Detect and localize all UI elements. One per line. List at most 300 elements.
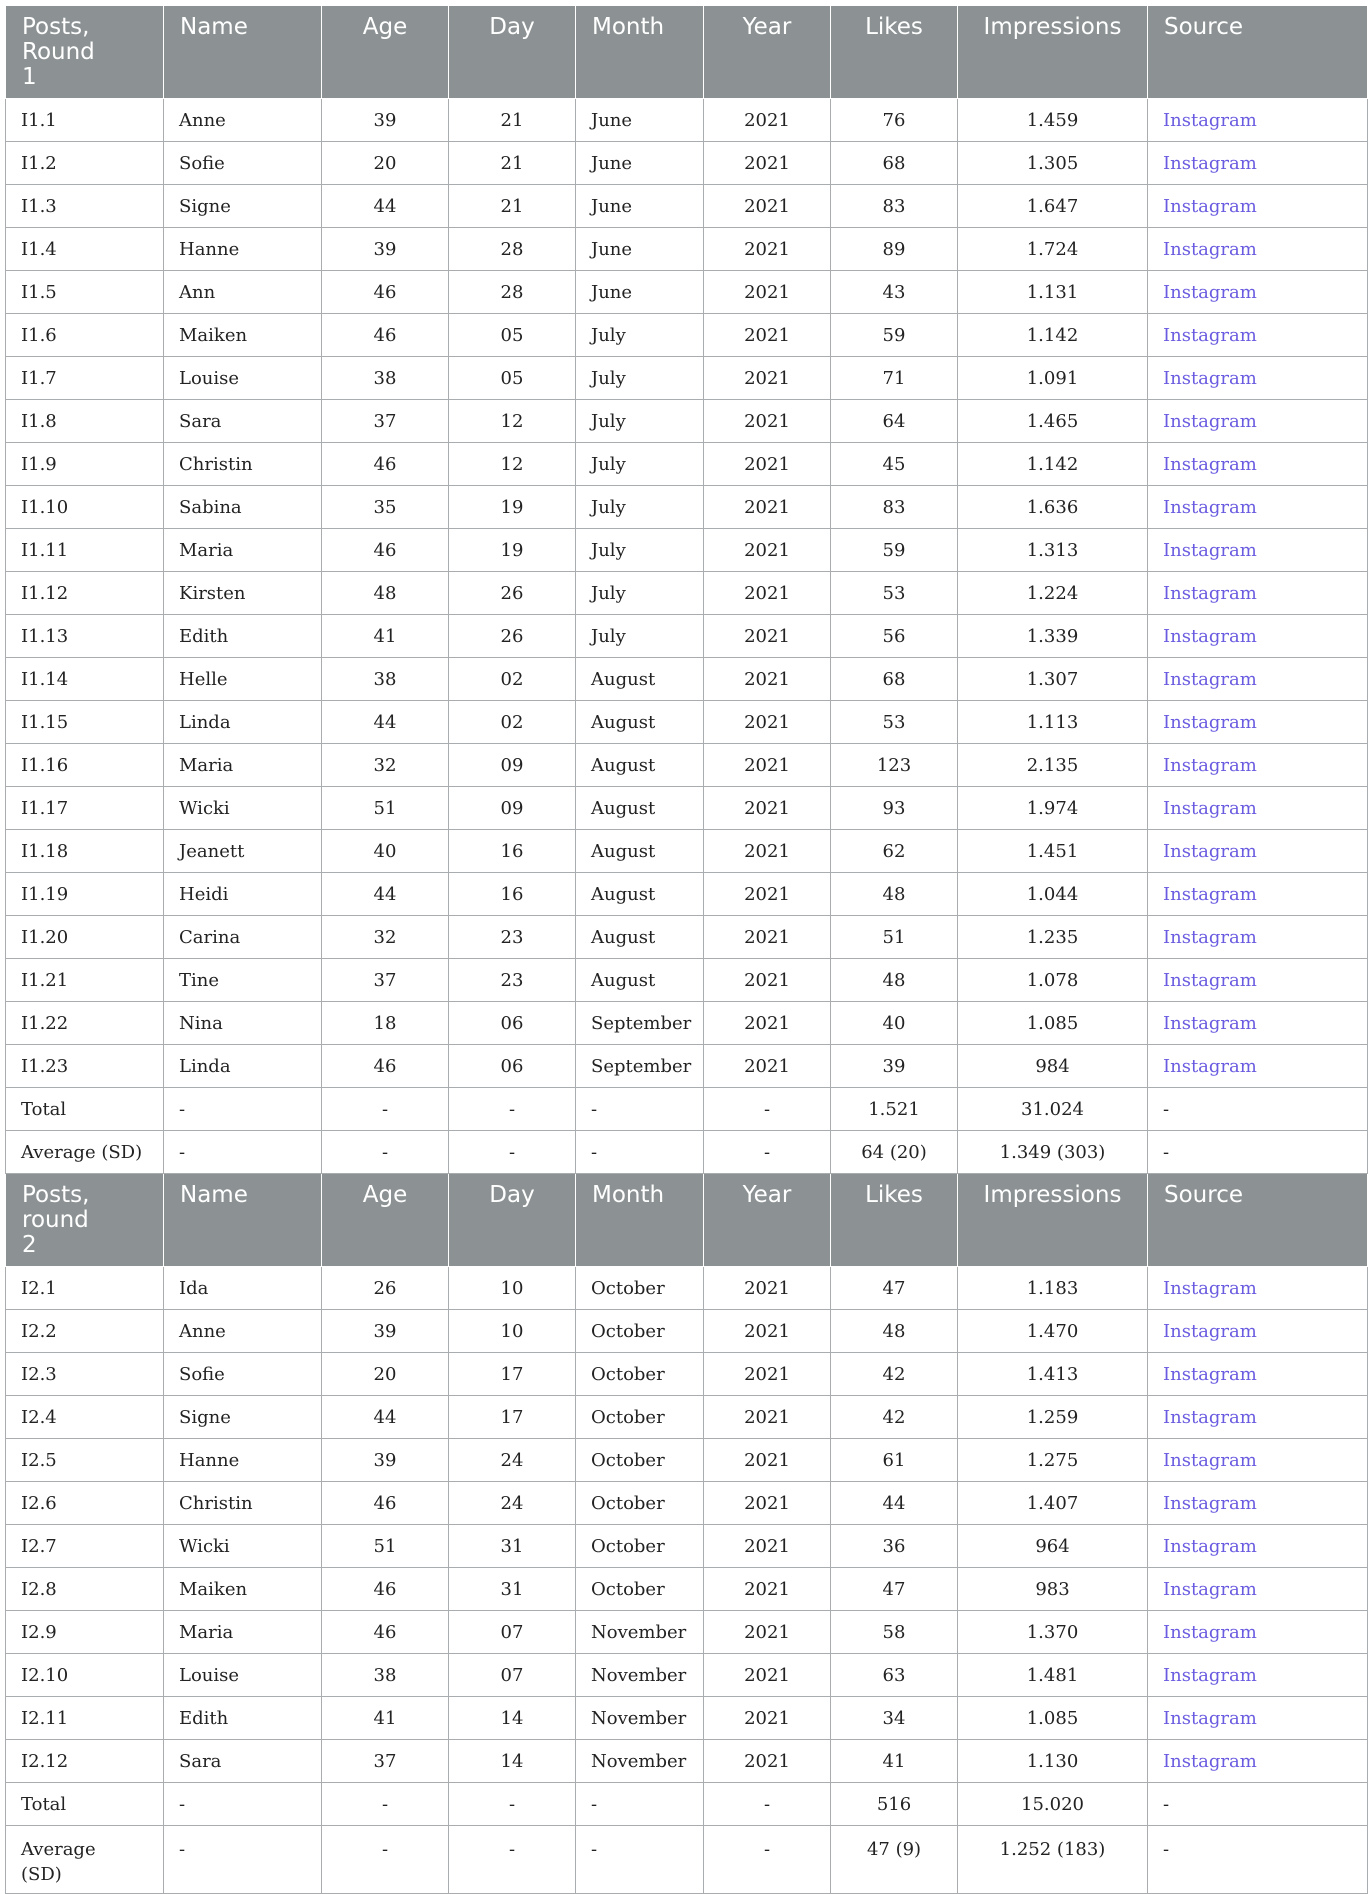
source-link[interactable]: Instagram	[1148, 1740, 1368, 1783]
source-link[interactable]: Instagram	[1148, 1353, 1368, 1396]
cell-post-id: I2.4	[6, 1396, 164, 1439]
cell-impressions: 15.020	[958, 1783, 1148, 1826]
posts-table-container	[5, 5, 1367, 1894]
cell-month: August	[576, 873, 704, 916]
cell-day: 02	[449, 701, 576, 744]
cell-post-id: I2.11	[6, 1697, 164, 1740]
cell-month: June	[576, 99, 704, 142]
average-row	[6, 1826, 1368, 1894]
column-header-age: Age	[322, 6, 449, 99]
cell-post-id: I1.12	[6, 572, 164, 615]
cell-month: August	[576, 959, 704, 1002]
table-row	[6, 142, 1368, 185]
column-header-likes: Likes	[831, 6, 958, 99]
cell-name: -	[164, 1783, 322, 1826]
cell-month: -	[576, 1826, 704, 1894]
table-row	[6, 873, 1368, 916]
cell-impressions: 1.647	[958, 185, 1148, 228]
cell-likes: 71	[831, 357, 958, 400]
column-header-month: Month	[576, 1174, 704, 1267]
cell-day: 28	[449, 271, 576, 314]
cell-name: Maiken	[164, 1568, 322, 1611]
cell-likes: 41	[831, 1740, 958, 1783]
source-link[interactable]: Instagram	[1148, 357, 1368, 400]
cell-year: 2021	[704, 357, 831, 400]
cell-name: Helle	[164, 658, 322, 701]
cell-age: 46	[322, 529, 449, 572]
source-link[interactable]: Instagram	[1148, 1568, 1368, 1611]
source-link[interactable]: Instagram	[1148, 1654, 1368, 1697]
cell-post-id: I1.21	[6, 959, 164, 1002]
column-header-month: Month	[576, 6, 704, 99]
source-link[interactable]: Instagram	[1148, 185, 1368, 228]
source-link[interactable]: Instagram	[1148, 400, 1368, 443]
cell-day: 23	[449, 916, 576, 959]
cell-month: August	[576, 916, 704, 959]
cell-impressions: 1.275	[958, 1439, 1148, 1482]
total-row	[6, 1088, 1368, 1131]
cell-year: 2021	[704, 142, 831, 185]
column-header-post-id: Posts, Round 1	[6, 6, 164, 99]
cell-source: -	[1148, 1783, 1368, 1826]
cell-year: 2021	[704, 1310, 831, 1353]
source-link[interactable]: Instagram	[1148, 787, 1368, 830]
column-header-post-id: Posts, round 2	[6, 1174, 164, 1267]
table-row	[6, 572, 1368, 615]
table-row	[6, 658, 1368, 701]
cell-year: 2021	[704, 787, 831, 830]
cell-age: 46	[322, 1482, 449, 1525]
column-header-day: Day	[449, 6, 576, 99]
cell-post-id: I1.14	[6, 658, 164, 701]
cell-day: 10	[449, 1310, 576, 1353]
source-link[interactable]: Instagram	[1148, 1439, 1368, 1482]
cell-age: 44	[322, 1396, 449, 1439]
cell-name: Christin	[164, 1482, 322, 1525]
cell-post-id: I2.3	[6, 1353, 164, 1396]
cell-post-id: I1.18	[6, 830, 164, 873]
cell-year: 2021	[704, 1697, 831, 1740]
table-row	[6, 1482, 1368, 1525]
cell-source: -	[1148, 1131, 1368, 1174]
cell-year: 2021	[704, 1396, 831, 1439]
cell-month: August	[576, 787, 704, 830]
table-row	[6, 486, 1368, 529]
source-link[interactable]: Instagram	[1148, 99, 1368, 142]
column-header-name: Name	[164, 1174, 322, 1267]
cell-month: July	[576, 357, 704, 400]
cell-post-id: Total	[6, 1783, 164, 1826]
cell-likes: 59	[831, 314, 958, 357]
cell-post-id: Average (SD)	[6, 1826, 164, 1894]
cell-likes: 1.521	[831, 1088, 958, 1131]
source-link[interactable]: Instagram	[1148, 1002, 1368, 1045]
table-row	[6, 830, 1368, 873]
cell-likes: 40	[831, 1002, 958, 1045]
cell-year: 2021	[704, 1568, 831, 1611]
cell-post-id: I1.22	[6, 1002, 164, 1045]
cell-name: Tine	[164, 959, 322, 1002]
cell-name: Sofie	[164, 142, 322, 185]
cell-impressions: 1.459	[958, 99, 1148, 142]
cell-year: 2021	[704, 959, 831, 1002]
cell-source: -	[1148, 1826, 1368, 1894]
cell-day: 05	[449, 357, 576, 400]
cell-impressions: 1.407	[958, 1482, 1148, 1525]
source-link[interactable]: Instagram	[1148, 701, 1368, 744]
cell-year: 2021	[704, 701, 831, 744]
source-link[interactable]: Instagram	[1148, 1396, 1368, 1439]
cell-age: 41	[322, 615, 449, 658]
cell-year: 2021	[704, 443, 831, 486]
cell-year: -	[704, 1826, 831, 1894]
cell-post-id: I2.5	[6, 1439, 164, 1482]
cell-age: 26	[322, 1267, 449, 1310]
cell-name: Sofie	[164, 1353, 322, 1396]
cell-impressions: 1.481	[958, 1654, 1148, 1697]
table-row	[6, 314, 1368, 357]
cell-day: 21	[449, 185, 576, 228]
cell-age: 48	[322, 572, 449, 615]
cell-name: Sara	[164, 1740, 322, 1783]
cell-impressions: 2.135	[958, 744, 1148, 787]
source-link[interactable]: Instagram	[1148, 830, 1368, 873]
cell-post-id: Average (SD)	[6, 1131, 164, 1174]
cell-month: -	[576, 1131, 704, 1174]
source-link[interactable]: Instagram	[1148, 744, 1368, 787]
cell-year: 2021	[704, 1002, 831, 1045]
cell-name: Edith	[164, 1697, 322, 1740]
cell-age: 46	[322, 1045, 449, 1088]
table-row	[6, 1002, 1368, 1045]
cell-name: Jeanett	[164, 830, 322, 873]
source-link[interactable]: Instagram	[1148, 916, 1368, 959]
total-row	[6, 1783, 1368, 1826]
table-row	[6, 443, 1368, 486]
source-link[interactable]: Instagram	[1148, 529, 1368, 572]
cell-year: -	[704, 1783, 831, 1826]
cell-age: 44	[322, 701, 449, 744]
cell-impressions: 31.024	[958, 1088, 1148, 1131]
cell-likes: 48	[831, 959, 958, 1002]
cell-month: August	[576, 701, 704, 744]
cell-age: 37	[322, 959, 449, 1002]
column-header-impressions: Impressions	[958, 6, 1148, 99]
cell-likes: 93	[831, 787, 958, 830]
posts-table	[5, 5, 1368, 1894]
source-link[interactable]: Instagram	[1148, 314, 1368, 357]
cell-day: 26	[449, 572, 576, 615]
cell-day: 12	[449, 443, 576, 486]
table-row	[6, 916, 1368, 959]
cell-post-id: I2.7	[6, 1525, 164, 1568]
cell-day: -	[449, 1088, 576, 1131]
cell-age: 51	[322, 1525, 449, 1568]
cell-year: 2021	[704, 99, 831, 142]
cell-post-id: I2.8	[6, 1568, 164, 1611]
cell-impressions: 1.044	[958, 873, 1148, 916]
cell-year: 2021	[704, 744, 831, 787]
cell-likes: 42	[831, 1396, 958, 1439]
header-row-1	[6, 6, 1368, 99]
cell-age: 38	[322, 357, 449, 400]
cell-month: July	[576, 314, 704, 357]
table-row	[6, 1654, 1368, 1697]
cell-impressions: 1.085	[958, 1697, 1148, 1740]
cell-day: 16	[449, 873, 576, 916]
cell-name: Wicki	[164, 1525, 322, 1568]
column-header-year: Year	[704, 1174, 831, 1267]
cell-day: 07	[449, 1654, 576, 1697]
cell-day: 17	[449, 1396, 576, 1439]
cell-month: July	[576, 443, 704, 486]
cell-likes: 68	[831, 658, 958, 701]
cell-name: Maria	[164, 1611, 322, 1654]
cell-post-id: I1.23	[6, 1045, 164, 1088]
column-header-day: Day	[449, 1174, 576, 1267]
cell-post-id: I1.13	[6, 615, 164, 658]
cell-month: July	[576, 486, 704, 529]
cell-likes: 63	[831, 1654, 958, 1697]
source-link[interactable]: Instagram	[1148, 271, 1368, 314]
cell-month: October	[576, 1353, 704, 1396]
cell-day: -	[449, 1826, 576, 1894]
cell-name: Louise	[164, 1654, 322, 1697]
cell-impressions: 1.085	[958, 1002, 1148, 1045]
cell-name: Sabina	[164, 486, 322, 529]
cell-day: 31	[449, 1568, 576, 1611]
cell-impressions: 1.974	[958, 787, 1148, 830]
source-link[interactable]: Instagram	[1148, 1045, 1368, 1088]
cell-post-id: I1.2	[6, 142, 164, 185]
cell-impressions: 1.113	[958, 701, 1148, 744]
source-link[interactable]: Instagram	[1148, 228, 1368, 271]
table-row	[6, 1310, 1368, 1353]
cell-impressions: 1.636	[958, 486, 1148, 529]
table-row	[6, 357, 1368, 400]
cell-age: -	[322, 1088, 449, 1131]
cell-age: 18	[322, 1002, 449, 1045]
cell-year: 2021	[704, 830, 831, 873]
cell-impressions: 1.078	[958, 959, 1148, 1002]
cell-year: 2021	[704, 1482, 831, 1525]
cell-likes: 34	[831, 1697, 958, 1740]
cell-name: Signe	[164, 1396, 322, 1439]
cell-day: 19	[449, 529, 576, 572]
cell-age: 39	[322, 1310, 449, 1353]
cell-month: October	[576, 1568, 704, 1611]
table-row	[6, 400, 1368, 443]
cell-post-id: I1.19	[6, 873, 164, 916]
table-row	[6, 228, 1368, 271]
cell-day: 07	[449, 1611, 576, 1654]
header-row-2	[6, 1174, 1368, 1267]
cell-month: October	[576, 1267, 704, 1310]
cell-post-id: I1.20	[6, 916, 164, 959]
cell-year: 2021	[704, 185, 831, 228]
source-link[interactable]: Instagram	[1148, 1267, 1368, 1310]
cell-likes: 45	[831, 443, 958, 486]
table-row	[6, 1568, 1368, 1611]
cell-source: -	[1148, 1088, 1368, 1131]
source-link[interactable]: Instagram	[1148, 873, 1368, 916]
cell-year: 2021	[704, 658, 831, 701]
source-link[interactable]: Instagram	[1148, 615, 1368, 658]
cell-name: Edith	[164, 615, 322, 658]
cell-likes: 39	[831, 1045, 958, 1088]
cell-name: Kirsten	[164, 572, 322, 615]
cell-post-id: I2.10	[6, 1654, 164, 1697]
table-row	[6, 1697, 1368, 1740]
cell-year: -	[704, 1131, 831, 1174]
cell-name: Signe	[164, 185, 322, 228]
cell-post-id: I1.4	[6, 228, 164, 271]
cell-month: September	[576, 1045, 704, 1088]
cell-age: 41	[322, 1697, 449, 1740]
cell-likes: 76	[831, 99, 958, 142]
cell-year: 2021	[704, 615, 831, 658]
cell-name: -	[164, 1826, 322, 1894]
table-row	[6, 701, 1368, 744]
source-link[interactable]: Instagram	[1148, 572, 1368, 615]
cell-post-id: I1.8	[6, 400, 164, 443]
cell-month: October	[576, 1310, 704, 1353]
column-header-age: Age	[322, 1174, 449, 1267]
cell-likes: 58	[831, 1611, 958, 1654]
cell-year: 2021	[704, 916, 831, 959]
cell-name: Louise	[164, 357, 322, 400]
cell-age: 51	[322, 787, 449, 830]
cell-name: -	[164, 1088, 322, 1131]
cell-name: Maria	[164, 744, 322, 787]
source-link[interactable]: Instagram	[1148, 486, 1368, 529]
cell-likes: 516	[831, 1783, 958, 1826]
cell-likes: 51	[831, 916, 958, 959]
average-row	[6, 1131, 1368, 1174]
cell-post-id: I1.17	[6, 787, 164, 830]
source-link[interactable]: Instagram	[1148, 658, 1368, 701]
table-row	[6, 1740, 1368, 1783]
cell-age: -	[322, 1783, 449, 1826]
source-link[interactable]: Instagram	[1148, 1611, 1368, 1654]
cell-day: 02	[449, 658, 576, 701]
cell-name: Heidi	[164, 873, 322, 916]
source-link[interactable]: Instagram	[1148, 1697, 1368, 1740]
cell-likes: 53	[831, 701, 958, 744]
table-row	[6, 185, 1368, 228]
table-row	[6, 1267, 1368, 1310]
source-link[interactable]: Instagram	[1148, 959, 1368, 1002]
cell-impressions: 1.130	[958, 1740, 1148, 1783]
cell-name: -	[164, 1131, 322, 1174]
cell-impressions: 1.235	[958, 916, 1148, 959]
cell-day: 31	[449, 1525, 576, 1568]
cell-name: Christin	[164, 443, 322, 486]
cell-likes: 68	[831, 142, 958, 185]
table-row	[6, 1353, 1368, 1396]
cell-post-id: I1.15	[6, 701, 164, 744]
cell-age: 44	[322, 873, 449, 916]
cell-impressions: 1.131	[958, 271, 1148, 314]
cell-impressions: 1.413	[958, 1353, 1148, 1396]
source-link[interactable]: Instagram	[1148, 1310, 1368, 1353]
cell-month: June	[576, 228, 704, 271]
cell-year: 2021	[704, 572, 831, 615]
source-link[interactable]: Instagram	[1148, 1482, 1368, 1525]
cell-day: 06	[449, 1045, 576, 1088]
cell-name: Carina	[164, 916, 322, 959]
cell-age: 32	[322, 916, 449, 959]
cell-likes: 83	[831, 185, 958, 228]
cell-year: 2021	[704, 1525, 831, 1568]
cell-name: Hanne	[164, 1439, 322, 1482]
cell-age: 39	[322, 228, 449, 271]
cell-age: 38	[322, 658, 449, 701]
cell-day: 06	[449, 1002, 576, 1045]
cell-likes: 36	[831, 1525, 958, 1568]
source-link[interactable]: Instagram	[1148, 443, 1368, 486]
cell-impressions: 1.091	[958, 357, 1148, 400]
cell-month: November	[576, 1697, 704, 1740]
cell-post-id: I1.10	[6, 486, 164, 529]
cell-likes: 47	[831, 1568, 958, 1611]
cell-month: August	[576, 830, 704, 873]
cell-day: 23	[449, 959, 576, 1002]
cell-month: October	[576, 1482, 704, 1525]
table-row	[6, 787, 1368, 830]
cell-day: 21	[449, 142, 576, 185]
cell-day: -	[449, 1131, 576, 1174]
cell-month: -	[576, 1088, 704, 1131]
cell-year: -	[704, 1088, 831, 1131]
cell-impressions: 1.465	[958, 400, 1148, 443]
cell-post-id: I2.2	[6, 1310, 164, 1353]
cell-day: 16	[449, 830, 576, 873]
cell-month: October	[576, 1396, 704, 1439]
column-header-year: Year	[704, 6, 831, 99]
cell-age: 44	[322, 185, 449, 228]
cell-month: September	[576, 1002, 704, 1045]
cell-post-id: I1.7	[6, 357, 164, 400]
cell-likes: 123	[831, 744, 958, 787]
cell-name: Hanne	[164, 228, 322, 271]
cell-day: 09	[449, 787, 576, 830]
cell-name: Anne	[164, 1310, 322, 1353]
cell-month: November	[576, 1654, 704, 1697]
cell-impressions: 1.307	[958, 658, 1148, 701]
cell-likes: 47 (9)	[831, 1826, 958, 1894]
cell-day: 21	[449, 99, 576, 142]
table-row	[6, 615, 1368, 658]
table-row	[6, 1611, 1368, 1654]
source-link[interactable]: Instagram	[1148, 142, 1368, 185]
cell-likes: 43	[831, 271, 958, 314]
cell-impressions: 984	[958, 1045, 1148, 1088]
cell-likes: 64 (20)	[831, 1131, 958, 1174]
cell-age: 46	[322, 1611, 449, 1654]
cell-name: Linda	[164, 1045, 322, 1088]
cell-year: 2021	[704, 228, 831, 271]
cell-post-id: I1.3	[6, 185, 164, 228]
cell-month: October	[576, 1525, 704, 1568]
cell-year: 2021	[704, 314, 831, 357]
cell-likes: 47	[831, 1267, 958, 1310]
cell-impressions: 983	[958, 1568, 1148, 1611]
cell-day: -	[449, 1783, 576, 1826]
source-link[interactable]: Instagram	[1148, 1525, 1368, 1568]
cell-month: June	[576, 142, 704, 185]
cell-impressions: 1.142	[958, 443, 1148, 486]
